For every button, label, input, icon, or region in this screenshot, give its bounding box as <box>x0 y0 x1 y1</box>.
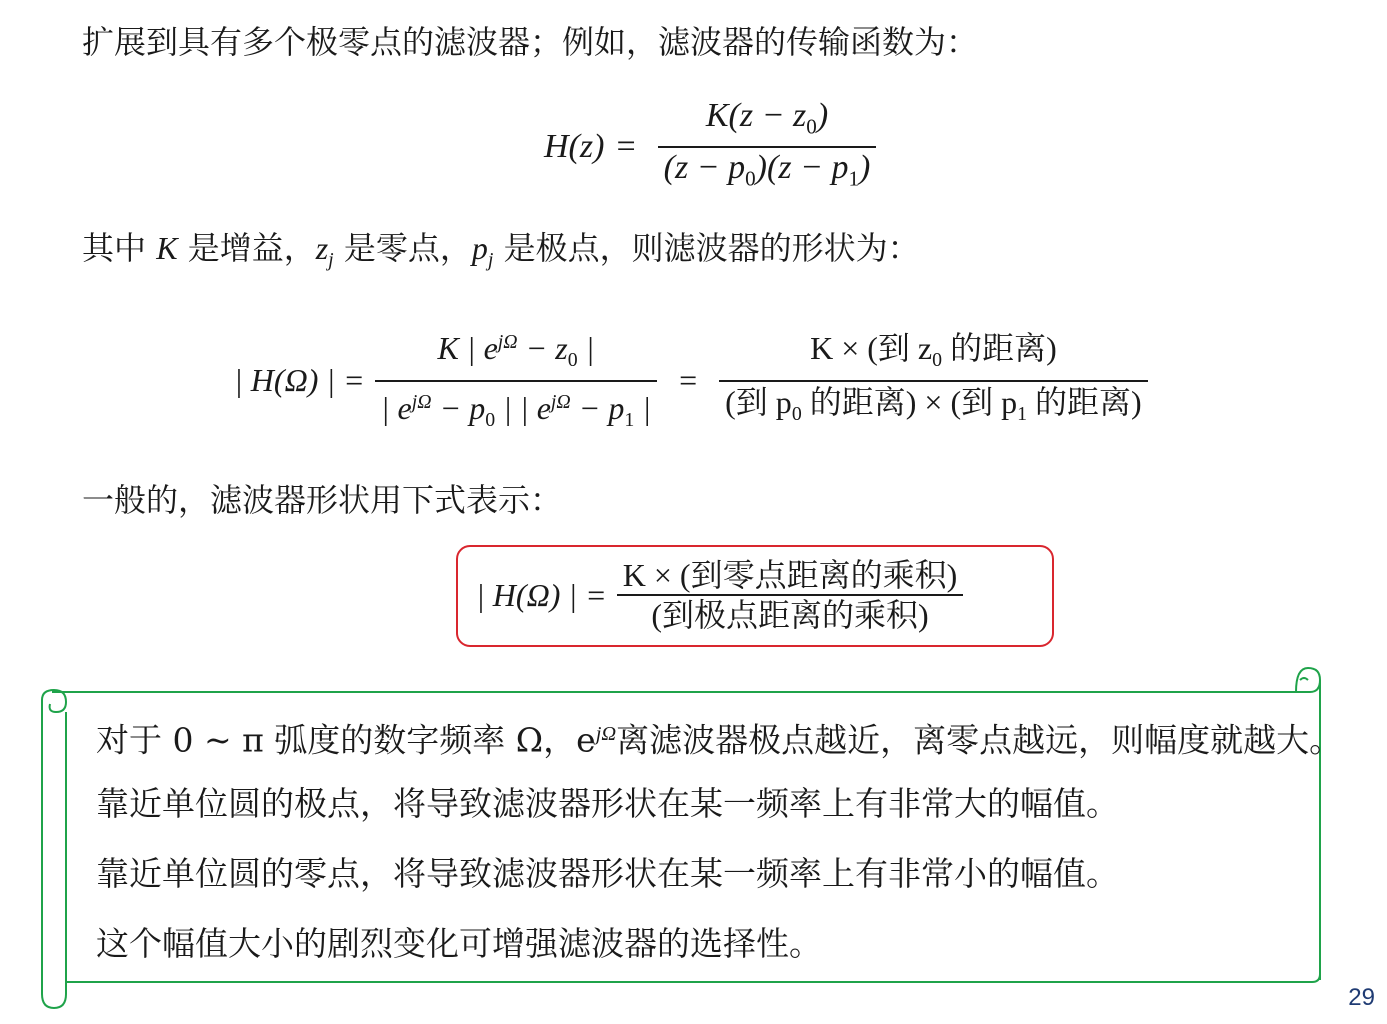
eq1-denominator: $(z - p_0)(z - p_1)$ <box>663 149 871 191</box>
eq2-left-numerator: K | $e^{j\Omega} - z_0$ | <box>437 329 595 371</box>
note-line-4: 这个幅值大小的剧烈变化可增强滤波器的选择性。 <box>96 924 822 963</box>
eq3-denominator: (到极点距离的乘积) <box>651 597 929 633</box>
eq1-numerator: $K(z - z_0)$ <box>705 97 829 139</box>
note-line-3: 靠近单位圆的零点，将导致滤波器形状在某一频率上有非常小的幅值。 <box>96 854 1119 893</box>
eq1-equals: = <box>616 128 636 166</box>
note-line-1: 对于 0 ~ π 弧度的数字频率 Ω，$e^{j\Omega}$离滤波器极点越近，离零点越远，则幅度就越大。 <box>96 720 1343 760</box>
page-number: 29 <box>1348 984 1375 1011</box>
eq3-lhs: | H(Ω) | = <box>476 576 607 613</box>
note-line-2: 靠近单位圆的极点，将导致滤波器形状在某一频率上有非常大的幅值。 <box>96 784 1119 823</box>
eq2-right-numerator: K × (到 $z_0$ 的距离) <box>810 329 1057 371</box>
gain-description: 其中 K 是增益，$z_j$ 是零点，$p_j$ 是极点，则滤波器的形状为： <box>82 229 920 271</box>
eq2-lhs: | H(Ω) | = <box>234 362 365 399</box>
eq2-left-denominator: | $e^{j\Omega} - p_0$ | | $e^{j\Omega} - p_1$ | <box>380 389 652 431</box>
eq1-lhs: H(z) <box>544 128 605 166</box>
general-statement: 一般的，滤波器形状用下式表示： <box>82 481 563 519</box>
eq2-equals: = <box>679 362 698 399</box>
intro-text: 扩展到具有多个极零点的滤波器；例如，滤波器的传输函数为： <box>82 23 979 61</box>
eq3-numerator: K × (到零点距离的乘积) <box>622 557 958 593</box>
eq2-right-denominator: (到 $p_0$ 的距离) × (到 $p_1$ 的距离) <box>725 383 1142 425</box>
